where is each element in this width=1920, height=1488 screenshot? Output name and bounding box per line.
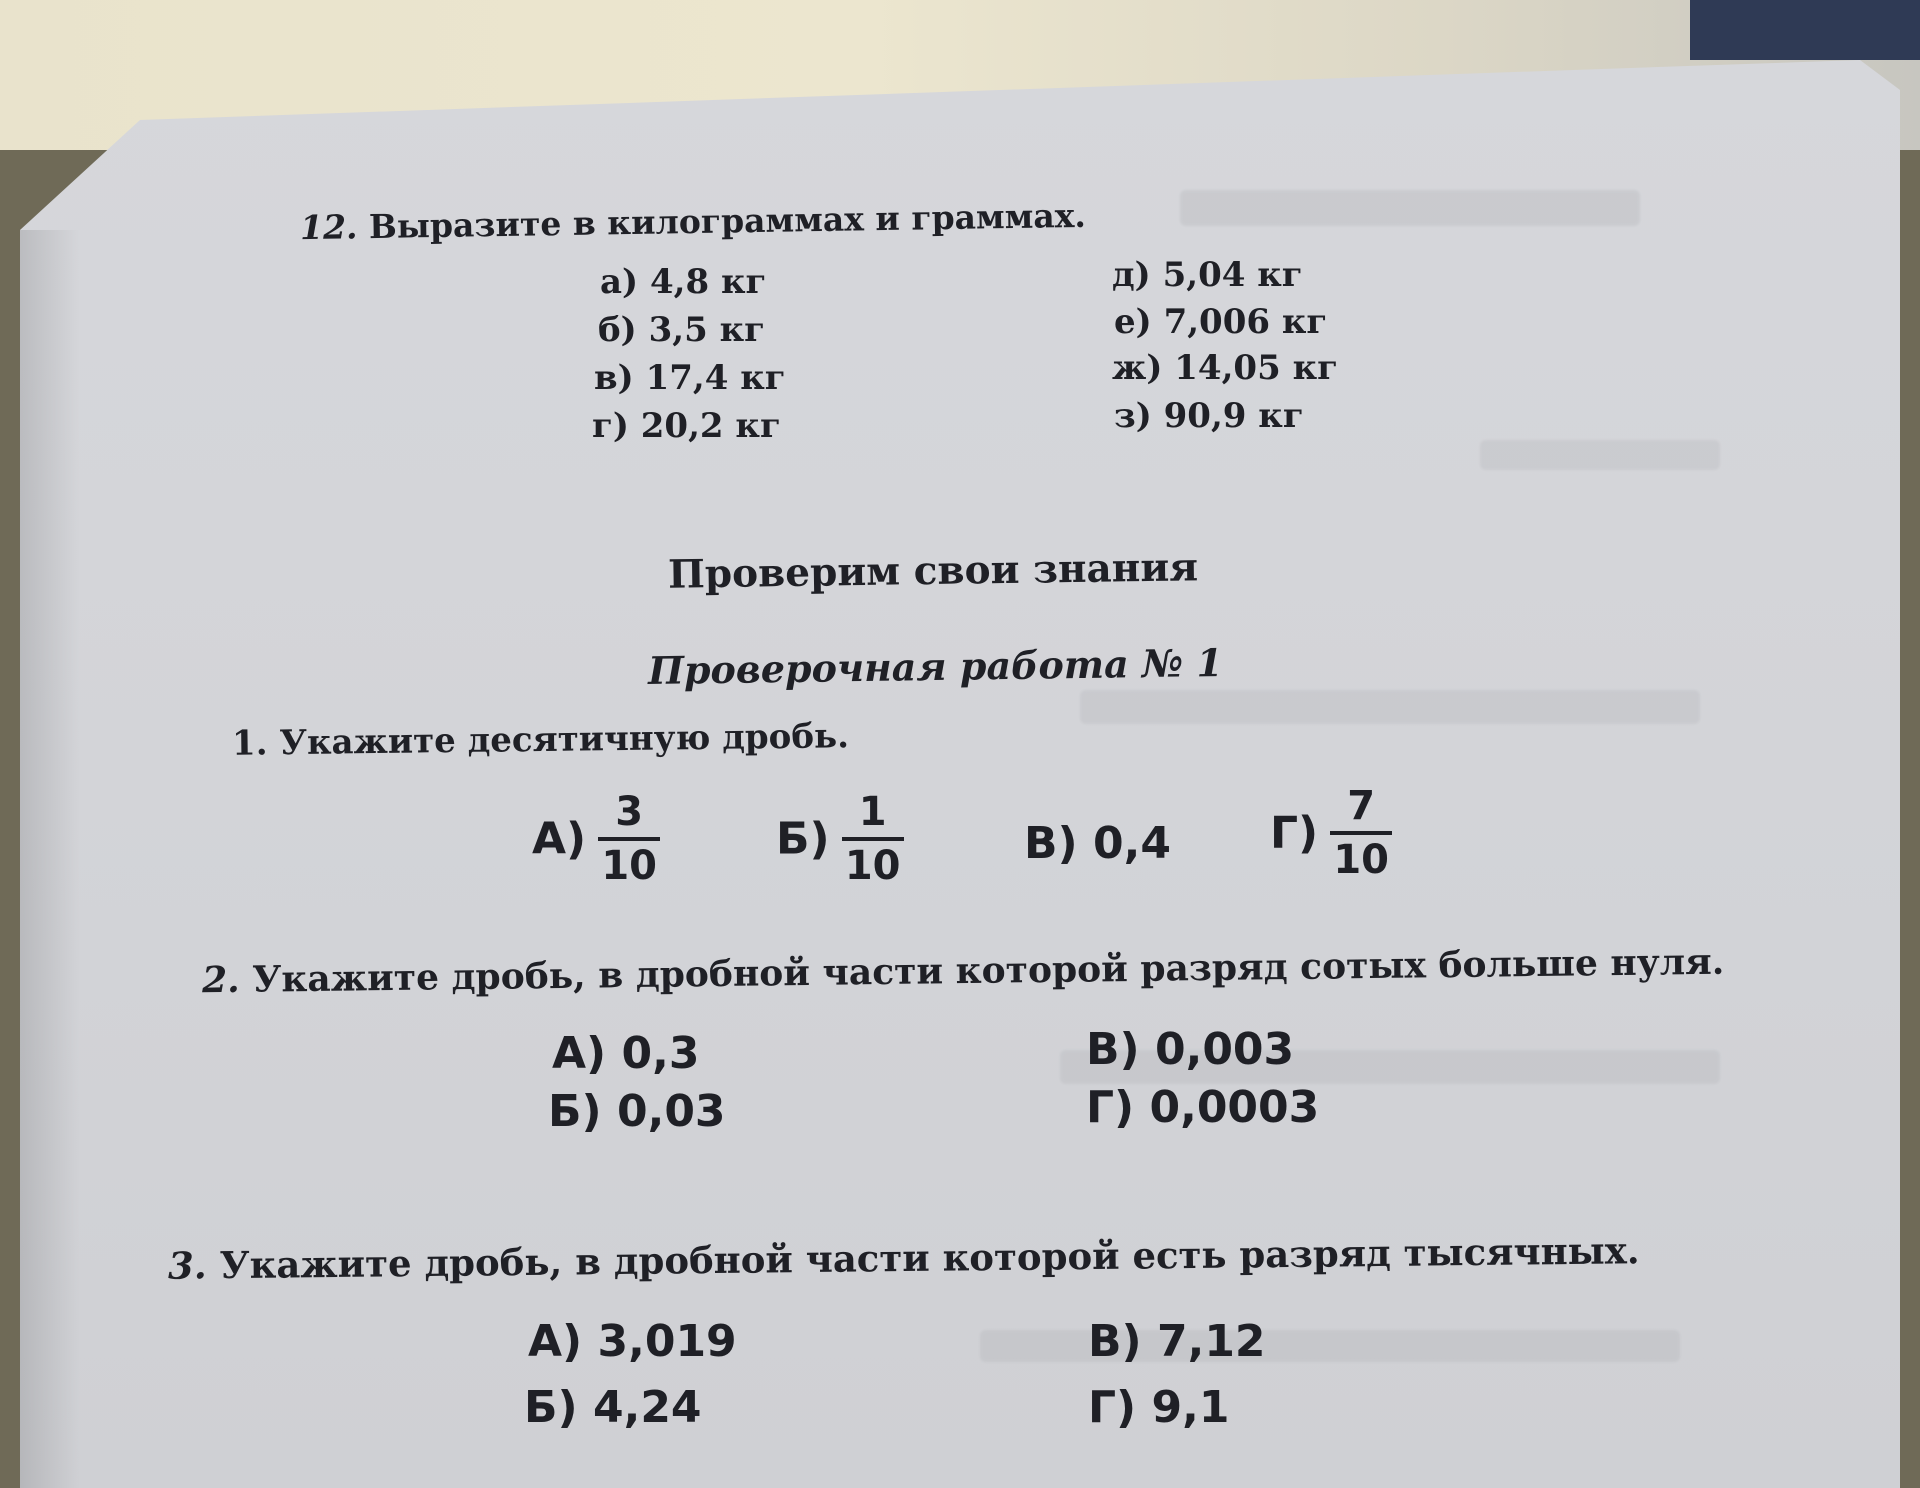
option-value: 0,003: [1154, 1024, 1295, 1075]
fraction-denominator: 10: [1333, 837, 1389, 883]
fraction-bar: [1330, 831, 1392, 835]
option-value: 0,0003: [1149, 1082, 1320, 1133]
fraction-numerator: 1: [858, 789, 887, 835]
question-text: Укажите десятичную дробь.: [279, 716, 850, 764]
option-value: 4,24: [592, 1382, 702, 1433]
question-2-option-c: [1086, 1024, 1294, 1075]
fraction: [598, 790, 660, 888]
item-label: е): [1114, 302, 1152, 342]
section-subheading: Проверочная работа № 1: [647, 639, 1224, 694]
question-1-title: [232, 716, 849, 764]
question-2-option-a: [552, 1028, 699, 1079]
question-3-option-c: [1088, 1316, 1266, 1367]
question-number: 2.: [201, 958, 240, 1002]
item-label: б): [598, 310, 637, 350]
option-value: 0,4: [1092, 818, 1171, 869]
item-value: 4,8 кг: [649, 262, 767, 302]
task-number: 12.: [299, 207, 358, 248]
task-12-item: [1112, 348, 1338, 388]
fraction: [842, 790, 904, 888]
fraction-numerator: 3: [615, 789, 644, 835]
item-value: 5,04 кг: [1162, 255, 1303, 295]
page-fold-shadow: [20, 230, 80, 1488]
fraction-denominator: 10: [601, 843, 657, 889]
question-number: 1.: [231, 723, 268, 764]
question-2-option-d: [1086, 1082, 1319, 1133]
option-label: Б): [524, 1382, 578, 1433]
question-3-option-a: [528, 1316, 737, 1367]
item-label: а): [600, 262, 639, 302]
item-value: 3,5 кг: [648, 310, 765, 350]
fraction-bar: [598, 837, 660, 841]
option-label: А): [532, 813, 587, 865]
fraction-bar: [842, 837, 904, 841]
question-1-option-a: [532, 790, 660, 888]
task-12-item: [592, 406, 781, 446]
question-text: Укажите дробь, в дробной части которой есть разряд тысячных.: [219, 1228, 1640, 1288]
item-label: з): [1114, 396, 1152, 436]
option-value: 7,12: [1156, 1316, 1266, 1367]
option-value: 3,019: [597, 1316, 737, 1367]
question-number: 3.: [167, 1243, 207, 1288]
option-label: В): [1024, 818, 1078, 869]
question-text: Укажите дробь, в дробной части которой разряд сотых больше нуля.: [251, 940, 1725, 1001]
question-1-option-c: [1024, 818, 1171, 869]
fraction-denominator: 10: [844, 843, 901, 889]
question-1-option-d: [1270, 784, 1392, 882]
question-3-option-d: [1088, 1382, 1229, 1433]
option-label: Г): [1086, 1082, 1135, 1133]
option-label: Б): [548, 1086, 602, 1137]
task-text: Выразите в килограммах и граммах.: [368, 195, 1087, 247]
item-label: в): [594, 358, 634, 398]
question-1-option-b: [776, 790, 904, 888]
item-value: 7,006 кг: [1163, 302, 1328, 342]
option-label: Г): [1088, 1382, 1137, 1433]
item-value: 17,4 кг: [645, 358, 786, 398]
task-12-item: [598, 310, 765, 350]
task-12-item: [600, 262, 766, 302]
option-label: В): [1088, 1316, 1142, 1367]
item-value: 14,05 кг: [1174, 348, 1338, 388]
question-2-option-b: [548, 1086, 726, 1137]
option-label: В): [1086, 1024, 1140, 1075]
item-value: 20,2 кг: [640, 406, 781, 446]
option-label: А): [528, 1316, 583, 1367]
task-12-item: [1114, 302, 1327, 342]
item-label: д): [1112, 255, 1151, 295]
option-label: Б): [776, 813, 830, 865]
item-label: ж): [1112, 348, 1163, 388]
question-3-option-b: [524, 1382, 702, 1433]
option-label: А): [552, 1028, 607, 1079]
option-label: Г): [1270, 807, 1319, 859]
section-heading: Проверим свои знания: [667, 544, 1199, 598]
option-value: 0,3: [621, 1028, 700, 1079]
option-value: 9,1: [1151, 1382, 1230, 1433]
fraction-numerator: 7: [1347, 783, 1376, 829]
background-object: [1690, 0, 1920, 60]
fraction: [1330, 784, 1392, 882]
item-label: г): [592, 406, 629, 446]
task-12-item: [1114, 396, 1304, 436]
task-12-item: [1112, 255, 1303, 295]
option-value: 0,03: [616, 1086, 726, 1137]
task-12-item: [594, 358, 786, 398]
item-value: 90,9 кг: [1163, 396, 1304, 436]
